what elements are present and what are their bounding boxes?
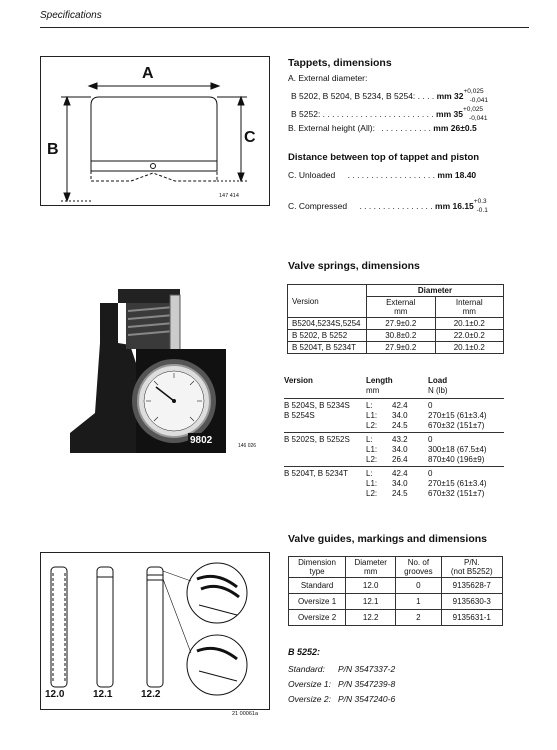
t2-header-load: Load bbox=[428, 376, 448, 385]
tappet-row-2-tol-down: -0,041 bbox=[469, 115, 488, 122]
t2-length-label: L: bbox=[366, 469, 373, 478]
t2-load-value: 670±32 (151±7) bbox=[428, 421, 485, 430]
tappet-drawing bbox=[41, 57, 269, 205]
guides-header-pn bbox=[441, 557, 502, 578]
tappet-row-1-tol-down: -0,041 bbox=[469, 97, 488, 104]
tappet-figure bbox=[40, 56, 270, 206]
t2-length-label: L1: bbox=[366, 445, 378, 454]
table-cell: 9135628-7 bbox=[441, 578, 502, 594]
dim-label-a: A bbox=[142, 65, 154, 82]
table-cell: B5204,5234S,5254 bbox=[288, 318, 367, 330]
b5252-line bbox=[288, 679, 395, 689]
tappet-row-1-label: B 5202, B 5204, B 5234, B 5254: . . . . bbox=[291, 91, 435, 101]
t1-header-internal bbox=[435, 297, 504, 318]
table-cell: 20.1±0.2 bbox=[435, 318, 504, 330]
guides-header-type bbox=[289, 557, 346, 578]
tappets-title: Tappets, dimensions bbox=[288, 57, 392, 69]
b5252-line bbox=[288, 664, 395, 674]
guides-header-diameter bbox=[346, 557, 396, 578]
guide-label-1: 12.0 bbox=[45, 689, 65, 700]
figure-ref: 147 414 bbox=[219, 193, 239, 199]
t2-length-label: L1: bbox=[366, 479, 378, 488]
t2-group-3 bbox=[284, 467, 504, 500]
unloaded-row bbox=[288, 170, 476, 180]
springs-title: Valve springs, dimensions bbox=[288, 260, 420, 272]
table-cell: 27.9±0.2 bbox=[367, 318, 436, 330]
external-height-dots: . . . . . . . . . . . bbox=[381, 123, 431, 133]
guide-label-3: 12.2 bbox=[141, 689, 161, 700]
table-cell: 1 bbox=[396, 594, 441, 610]
compressed-row bbox=[288, 198, 488, 214]
header-line: (not B5252) bbox=[450, 567, 493, 576]
b5252-pn: P/N 3547240-6 bbox=[338, 694, 396, 704]
table-row bbox=[288, 318, 504, 330]
guides-table bbox=[288, 556, 503, 626]
guides-header-grooves bbox=[396, 557, 441, 578]
t2-header-load-unit: N (lb) bbox=[428, 386, 448, 395]
table-cell: 9135631-1 bbox=[441, 610, 502, 626]
b5252-label: Oversize 1: bbox=[288, 679, 331, 689]
table-cell: 0 bbox=[396, 578, 441, 594]
external-diameter-label: A. External diameter: bbox=[288, 73, 368, 83]
t2-length-value: 24.5 bbox=[392, 489, 408, 498]
b5252-label: Oversize 2: bbox=[288, 694, 331, 704]
table-cell: 12.2 bbox=[346, 610, 396, 626]
t2-load-value: 0 bbox=[428, 469, 433, 478]
table-cell: Oversize 1 bbox=[289, 594, 346, 610]
tappet-row-2-value: mm 35 bbox=[436, 109, 463, 119]
compressed-label: C. Compressed bbox=[288, 201, 348, 211]
tappet-row-1 bbox=[291, 88, 488, 104]
compressed-dots: . . . . . . . . . . . . . . . . bbox=[359, 201, 433, 211]
b5252-title: B 5252: bbox=[288, 647, 321, 657]
compressed-tol-up: +0.3 bbox=[473, 198, 487, 205]
t1-header-diameter: Diameter bbox=[367, 285, 504, 297]
t2-load-value: 0 bbox=[428, 401, 433, 410]
header-line: mm bbox=[364, 567, 378, 576]
t2-length-label: L: bbox=[366, 435, 373, 444]
table-row bbox=[289, 594, 503, 610]
tappet-row-1-tol-up: +0,025 bbox=[463, 88, 484, 95]
table-cell: B 5202, B 5252 bbox=[288, 330, 367, 342]
table-cell: 9135630-3 bbox=[441, 594, 502, 610]
table-cell: 30.8±0.2 bbox=[367, 330, 436, 342]
header-line: No. of bbox=[407, 558, 430, 567]
tappet-row-2-label: B 5252: . . . . . . . . . . . . . . . . . . . . . . . . bbox=[291, 109, 434, 119]
t2-header-length-unit: mm bbox=[366, 386, 380, 395]
b5252-line bbox=[288, 694, 395, 704]
table-cell: Standard bbox=[289, 578, 346, 594]
table-cell: 20.1±0.2 bbox=[435, 342, 504, 354]
t2-length-label: L: bbox=[366, 401, 373, 410]
t2-length-label: L2: bbox=[366, 455, 378, 464]
t2-header-length: Length bbox=[366, 376, 393, 385]
t2-length-value: 42.4 bbox=[392, 401, 408, 410]
t2-length-value: 43.2 bbox=[392, 435, 408, 444]
tappet-row-2 bbox=[291, 106, 487, 122]
table-cell: B 5204T, B 5234T bbox=[288, 342, 367, 354]
t2-length-label: L1: bbox=[366, 411, 378, 420]
unloaded-dots: . . . . . . . . . . . . . . . . . . . bbox=[347, 170, 436, 180]
external-height-row bbox=[288, 123, 477, 133]
spring-length-table bbox=[284, 376, 504, 500]
t1-header-external-unit: mm bbox=[394, 307, 408, 316]
t2-length-value: 34.0 bbox=[392, 445, 408, 454]
compressed-value: mm 16.15 bbox=[435, 201, 474, 211]
distance-title: Distance between top of tappet and piston bbox=[288, 152, 480, 163]
spring-diameter-table bbox=[287, 284, 504, 354]
table-row bbox=[289, 610, 503, 626]
t2-load-value: 300±18 (67.5±4) bbox=[428, 445, 487, 454]
header-line: Dimension bbox=[298, 558, 336, 567]
t2-group-version: B 5202S, B 5252S bbox=[284, 435, 350, 444]
table-row bbox=[289, 578, 503, 594]
guides-title: Valve guides, markings and dimensions bbox=[288, 533, 487, 545]
tappet-row-2-tol-up: +0,025 bbox=[462, 106, 484, 113]
t2-length-value: 34.0 bbox=[392, 411, 408, 420]
page-header: Specifications bbox=[40, 10, 102, 21]
b5252-label: Standard: bbox=[288, 664, 325, 674]
external-height-label: B. External height (All): bbox=[288, 123, 375, 133]
table-cell: 2 bbox=[396, 610, 441, 626]
valve-guides-figure bbox=[40, 552, 270, 710]
spring-tester-drawing bbox=[40, 283, 268, 455]
header-line: type bbox=[309, 567, 325, 576]
t1-header-internal-unit: mm bbox=[462, 307, 476, 316]
tester-tag: 9802 bbox=[190, 435, 213, 446]
t2-group-version: B 5204S, B 5234S bbox=[284, 401, 350, 410]
unloaded-value: mm 18.40 bbox=[437, 170, 477, 180]
t2-header bbox=[284, 376, 504, 399]
spring-tester-photo bbox=[40, 283, 268, 455]
t1-header-external-text: External bbox=[386, 298, 416, 307]
t2-group-version: B 5204T, B 5234T bbox=[284, 469, 349, 478]
table-row bbox=[288, 342, 504, 354]
unloaded-label: C. Unloaded bbox=[288, 170, 336, 180]
header-line: Diameter bbox=[354, 558, 387, 567]
t2-length-value: 34.0 bbox=[392, 479, 408, 488]
table-cell: 22.0±0.2 bbox=[435, 330, 504, 342]
t2-group-1 bbox=[284, 399, 504, 433]
guide-label-2: 12.1 bbox=[93, 689, 113, 700]
t2-load-value: 870±40 (196±9) bbox=[428, 455, 485, 464]
b5252-pn: P/N 3547337-2 bbox=[338, 664, 396, 674]
t2-group-version2: B 5254S bbox=[284, 411, 315, 420]
t2-load-value: 670±32 (151±7) bbox=[428, 489, 485, 498]
t2-load-value: 270±15 (61±3.4) bbox=[428, 411, 487, 420]
t2-length-value: 42.4 bbox=[392, 469, 408, 478]
t2-length-label: L2: bbox=[366, 421, 378, 430]
header-line: P/N. bbox=[463, 558, 480, 567]
t2-length-label: L2: bbox=[366, 489, 378, 498]
t2-length-value: 26.4 bbox=[392, 455, 408, 464]
external-height-value: mm 26±0.5 bbox=[433, 123, 477, 133]
compressed-tol-down: -0.1 bbox=[476, 207, 488, 214]
table-cell: 12.1 bbox=[346, 594, 396, 610]
b5252-pn: P/N 3547239-8 bbox=[338, 679, 396, 689]
header-line: grooves bbox=[404, 567, 433, 576]
dim-label-b: B bbox=[47, 141, 59, 158]
t1-header-version: Version bbox=[288, 285, 367, 318]
table-row bbox=[288, 330, 504, 342]
dim-label-c: C bbox=[244, 129, 256, 146]
valve-guides-drawing bbox=[41, 553, 269, 709]
t2-group-2 bbox=[284, 433, 504, 467]
tappet-row-1-value: mm 32 bbox=[436, 91, 464, 101]
t2-load-value: 0 bbox=[428, 435, 433, 444]
header-rule bbox=[40, 27, 529, 28]
t2-load-value: 270±15 (61±3.4) bbox=[428, 479, 487, 488]
table-cell: Oversize 2 bbox=[289, 610, 346, 626]
t1-header-internal-text: Internal bbox=[455, 298, 483, 307]
t1-header-external bbox=[367, 297, 436, 318]
t2-length-value: 24.5 bbox=[392, 421, 408, 430]
table-cell: 27.9±0.2 bbox=[367, 342, 436, 354]
guides-figure-ref: 21 00061a bbox=[232, 711, 258, 717]
t2-header-version: Version bbox=[284, 376, 313, 385]
tester-ref: 146 026 bbox=[238, 443, 257, 449]
table-cell: 12.0 bbox=[346, 578, 396, 594]
